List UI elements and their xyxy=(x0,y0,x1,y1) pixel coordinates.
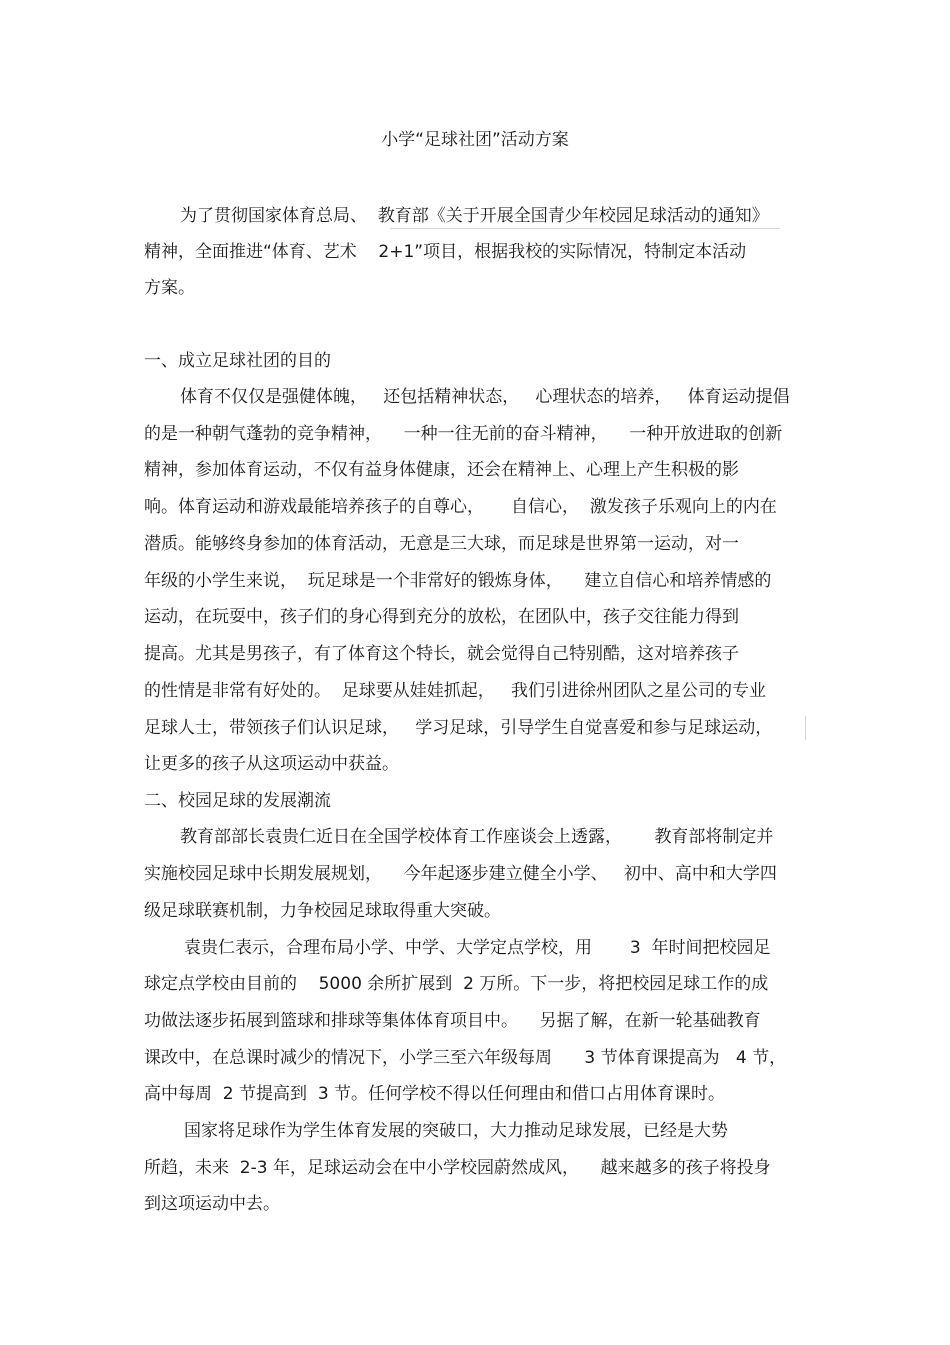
paragraph-line: 提高。尤其是男孩子，有了体育这个特长，就会觉得自己特别酷，这对培养孩子 xyxy=(144,644,739,664)
paragraph-line: 的性情是非常有好处的。 足球要从娃娃抓起， 我们引进徐州团队之星公司的专业 xyxy=(144,681,767,701)
paragraph-line: 实施校园足球中长期发展规划， 今年起逐步建立健全小学、 初中、高中和大学四 xyxy=(144,864,777,884)
paragraph-line: 高中每周 2 节提高到 3 节。任何学校不得以任何理由和借口占用体育课时。 xyxy=(144,1084,726,1104)
section-heading: 一、成立足球社团的目的 xyxy=(144,351,331,371)
paragraph-line: 所趋，未来 2-3 年，足球运动会在中小学校园蔚然成风， 越来越多的孩子将投身 xyxy=(144,1158,771,1178)
paragraph-line: 教育部部长袁贵仁近日在全国学校体育工作座谈会上透露， 教育部将制定并 xyxy=(180,827,774,847)
paragraph-line: 课改中，在总课时减少的情况下，小学三至六年级每周 3 节体育课提高为 4 节， xyxy=(144,1048,787,1068)
paragraph-line: 球定点学校由目前的 5000 余所扩展到 2 万所。下一步，将把校园足球工作的成 xyxy=(144,974,769,994)
intro-line: 精神，全面推进“体育、艺术 2+1”项目，根据我校的实际情况，特制定本活动 xyxy=(144,242,747,262)
paragraph-line: 体育不仅仅是强健体魄， 还包括精神状态， 心理状态的培养， 体育运动提倡 xyxy=(180,387,790,407)
paragraph-line: 到这项运动中去。 xyxy=(144,1194,280,1214)
intro-line: 方案。 xyxy=(144,278,195,298)
divider xyxy=(805,716,806,740)
paragraph-line: 功做法逐步拓展到篮球和排球等集体体育项目中。 另据了解，在新一轮基础教育 xyxy=(144,1011,761,1031)
document-title: 小学“足球社团”活动方案 xyxy=(381,130,569,150)
paragraph-line: 袁贵仁表示，合理布局小学、中学、大学定点学校，用 3 年时间把校园足 xyxy=(184,938,771,958)
paragraph-line: 国家将足球作为学生体育发展的突破口，大力推动足球发展，已经是大势 xyxy=(184,1121,728,1141)
paragraph-line: 潜质。能够终身参加的体育活动，无意是三大球，而足球是世界第一运动，对一 xyxy=(144,534,739,554)
paragraph-line: 让更多的孩子从这项运动中获益。 xyxy=(144,754,399,774)
paragraph-line: 响。体育运动和游戏最能培养孩子的自尊心， 自信心， 激发孩子乐观向上的内在 xyxy=(144,497,777,517)
paragraph-line: 年级的小学生来说， 玩足球是一个非常好的锻炼身体， 建立自信心和培养情感的 xyxy=(144,571,772,591)
paragraph-line: 足球人士，带领孩子们认识足球， 学习足球，引导学生自觉喜爱和参与足球运动， xyxy=(144,718,773,738)
paragraph-line: 精神，参加体育运动，不仅有益身体健康，还会在精神上、心理上产生积极的影 xyxy=(144,460,739,480)
divider xyxy=(390,228,780,229)
intro-line: 为了贯彻国家体育总局、 教育部《关于开展全国青少年校园足球活动的通知》 xyxy=(180,206,769,226)
section-heading: 二、校园足球的发展潮流 xyxy=(144,791,331,811)
paragraph-line: 级足球联赛机制，力争校园足球取得重大突破。 xyxy=(144,901,501,921)
paragraph-line: 的是一种朝气蓬勃的竞争精神， 一种一往无前的奋斗精神， 一种开放进取的创新 xyxy=(144,424,783,444)
paragraph-line: 运动，在玩耍中，孩子们的身心得到充分的放松，在团队中，孩子交往能力得到 xyxy=(144,607,739,627)
